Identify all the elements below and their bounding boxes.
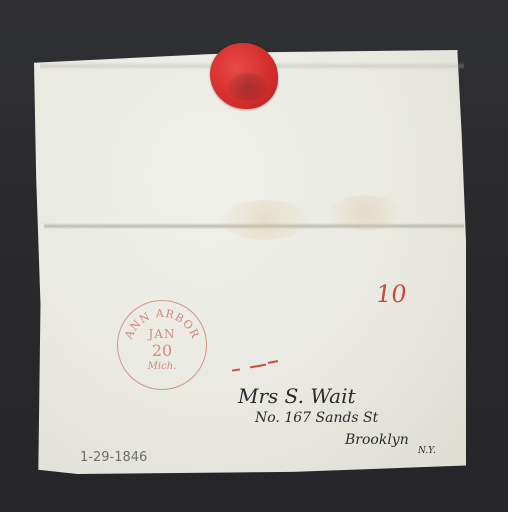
postmark-state: Mich.: [147, 361, 177, 372]
folded-letter-cover: [34, 50, 466, 474]
recipient-state: N.Y.: [418, 446, 436, 456]
postmark-town: ANN ARBOR: [122, 306, 202, 341]
recipient-street: No. 167 Sands St: [255, 410, 379, 426]
red-wax-seal: [210, 43, 278, 109]
circular-postmark: [117, 300, 207, 390]
postmark-day: 20: [151, 341, 173, 360]
postmark-month: JAN: [148, 327, 176, 341]
age-stain: [330, 195, 400, 230]
pencil-date-note: 1-29-1846: [80, 450, 148, 465]
age-stain: [220, 200, 310, 240]
recipient-city: Brooklyn: [345, 432, 409, 448]
recipient-name: Mrs S. Wait: [238, 384, 356, 408]
postage-rate-marking: 10: [374, 280, 409, 308]
